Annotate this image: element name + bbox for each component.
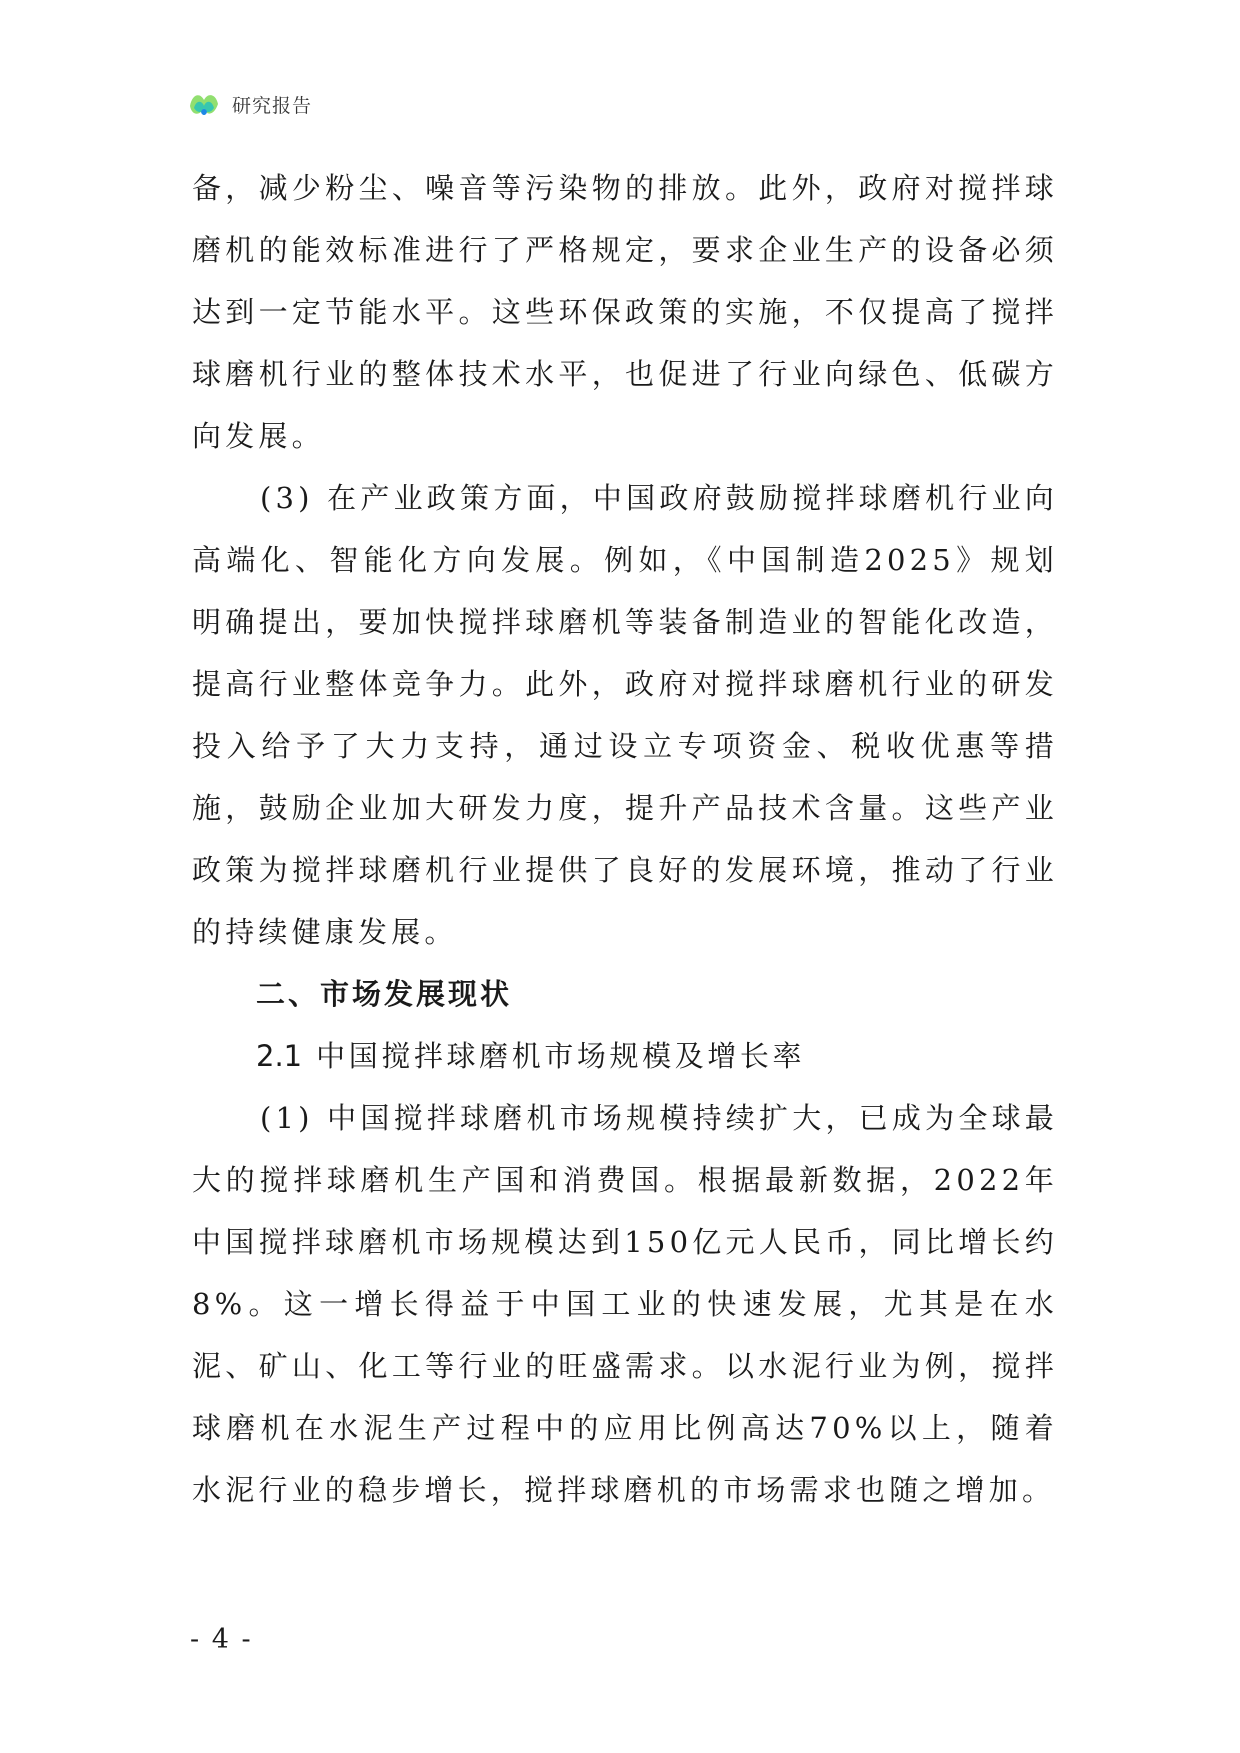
- paragraph-industrial-policy: (3) 在产业政策方面，中国政府鼓励搅拌球磨机行业向高端化、智能化方向发展。例如，《中国制造2025》规划明确提出，要加快搅拌球磨机等装备制造业的智能化改造，提高行业整体竞争力。此外，政府对搅拌球磨机行业的研发投入给予了大力支持，通过设立专项资金、税收优惠等措施，鼓励企业加大研发力度，提升产品技术含量。这些产业政策为搅拌球磨机行业提供了良好的发展环境，推动了行业的持续健康发展。: [192, 481, 1058, 949]
- document-body: [192, 157, 1058, 1521]
- subsection-heading: [192, 1025, 1058, 1087]
- subsection-title: 中国搅拌球磨机市场规模及增长率: [316, 1039, 806, 1073]
- paragraph-environmental-policy: 备，减少粉尘、噪音等污染物的排放。此外，政府对搅拌球磨机的能效标准进行了严格规定，要求企业生产的设备必须达到一定节能水平。这些环保政策的实施，不仅提高了搅拌球磨机行业的整体技术水平，也促进了行业向绿色、低碳方向发展。: [192, 171, 1058, 453]
- header-label: 研究报告: [232, 94, 313, 117]
- document-header: [186, 86, 312, 122]
- leaf-logo-icon: [186, 86, 222, 122]
- section-heading: 二、市场发展现状: [256, 977, 513, 1011]
- subsection-number: 2.1: [256, 1039, 303, 1073]
- page-number: - 4 -: [190, 1624, 253, 1655]
- paragraph-market-size: (1) 中国搅拌球磨机市场规模持续扩大，已成为全球最大的搅拌球磨机生产国和消费国。根据最新数据，2022年中国搅拌球磨机市场规模达到150亿元人民币，同比增长约8%。这一增长得益于中国工业的快速发展，尤其是在水泥、矿山、化工等行业的旺盛需求。以水泥行业为例，搅拌球磨机在水泥生产过程中的应用比例高达70%以上，随着水泥行业的稳步增长，搅拌球磨机的市场需求也随之增加。: [192, 1101, 1058, 1507]
